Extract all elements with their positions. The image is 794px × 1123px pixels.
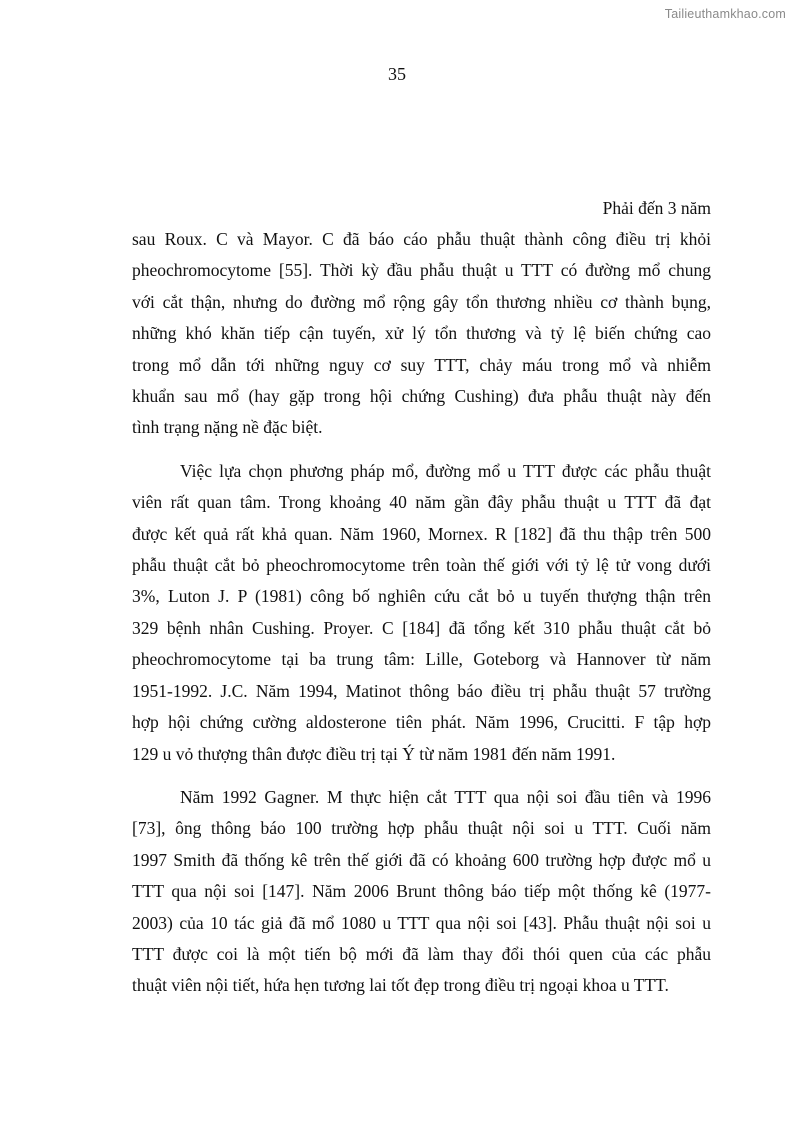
text-line: 3%, Luton J. P (1981) công bố nghiên cứu cắt bỏ u tuyến thượng thận trên	[132, 586, 711, 607]
paragraph-2	[132, 456, 711, 770]
page-number: 35	[388, 64, 406, 84]
text-line: khuẩn sau mổ (hay gặp trong hội chứng Cushing) đưa phẫu thuật này đến	[132, 386, 711, 407]
text-line: [73], ông thông báo 100 trường hợp phẫu thuật nội soi u TTT. Cuối năm	[132, 818, 711, 839]
text-line: Việc lựa chọn phương pháp mổ, đường mổ u TTT được các phẫu thuật	[180, 460, 711, 481]
text-line: Năm 1992 Gagner. M thực hiện cắt TTT qua nội soi đầu tiên và 1996	[180, 786, 711, 807]
text-line: được kết quả rất khả quan. Năm 1960, Mornex. R [182] đã thu thập trên 500	[132, 523, 711, 544]
text-line: phẫu thuật cắt bỏ pheochromocytome trên toàn thế giới với tỷ lệ tử vong dưới	[132, 555, 711, 576]
text-line: pheochromocytome tại ba trung tâm: Lille, Goteborg và Hannover từ năm	[132, 649, 711, 670]
text-line: trong mổ dẫn tới những nguy cơ suy TTT, chảy máu trong mổ và nhiễm	[132, 354, 711, 375]
text-line: TTT được coi là một tiến bộ mới đã làm thay đổi thói quen của các phẫu	[132, 943, 711, 964]
text-line: TTT qua nội soi [147]. Năm 2006 Brunt thông báo tiếp một thống kê (1977-	[132, 881, 711, 902]
text-line: tình trạng nặng nề đặc biệt.	[132, 417, 323, 438]
text-line: 329 bệnh nhân Cushing. Proyer. C [184] đã tổng kết 310 phẫu thuật cắt bỏ	[132, 617, 711, 638]
text-line: 129 u vỏ thượng thân được điều trị tại Ý từ năm 1981 đến năm 1991.	[132, 743, 616, 764]
paragraph-1	[132, 224, 711, 444]
text-line: sau Roux. C và Mayor. C đã báo cáo phẫu thuật thành công điều trị khỏi	[132, 229, 711, 249]
text-line: 1951-1992. J.C. Năm 1994, Matinot thông báo điều trị phẫu thuật 57 trường	[132, 680, 711, 701]
text-line: 1997 Smith đã thống kê trên thế giới đã có khoảng 600 trường hợp được mổ u	[132, 849, 711, 870]
intro-line: Phải đến 3 năm	[602, 198, 711, 218]
text-line: pheochromocytome [55]. Thời kỳ đầu phẫu thuật u TTT có đường mổ chung	[132, 260, 711, 281]
text-line: thuật viên nội tiết, hứa hẹn tương lai tốt đẹp trong điều trị ngoại khoa u TTT.	[132, 975, 669, 996]
text-line: viên rất quan tâm. Trong khoảng 40 năm gần đây phẫu thuật u TTT đã đạt	[132, 492, 711, 513]
watermark: Tailieuthamkhao.com	[664, 7, 786, 21]
body-text	[132, 224, 711, 1002]
text-line: 2003) của 10 tác giả đã mổ 1080 u TTT qua nội soi [43]. Phẫu thuật nội soi u	[132, 912, 711, 933]
paragraph-3	[132, 782, 711, 1002]
text-line: với cắt thận, nhưng do đường mổ rộng gây tổn thương nhiều cơ thành bụng,	[132, 291, 711, 312]
text-line: những khó khăn tiếp cận tuyến, xử lý tổn thương và tỷ lệ biến chứng cao	[132, 323, 711, 344]
text-line: hợp hội chứng cường aldosterone tiên phát. Năm 1996, Crucitti. F tập hợp	[132, 712, 711, 733]
